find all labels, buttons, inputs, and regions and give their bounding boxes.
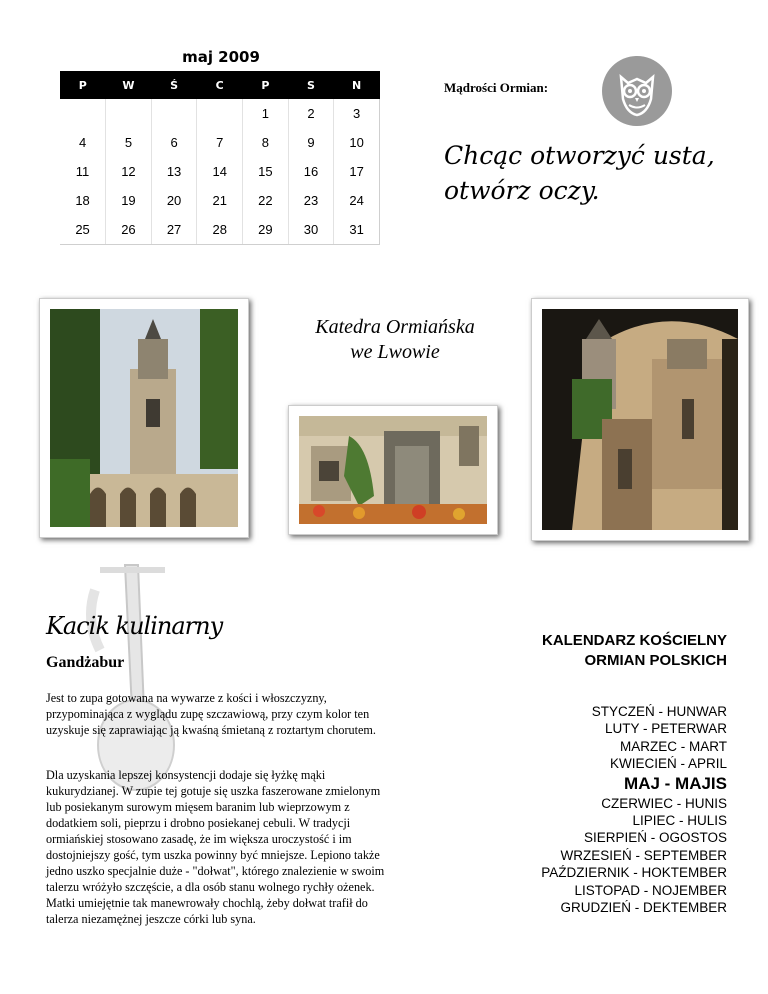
calendar-day-cell: 31 bbox=[334, 215, 380, 245]
calendar-day-cell: 13 bbox=[151, 157, 197, 186]
calendar-day-cell: 3 bbox=[334, 99, 380, 128]
calendar-week-row bbox=[60, 157, 380, 186]
wisdom-quote bbox=[444, 138, 744, 208]
weekday-header: N bbox=[334, 71, 380, 99]
calendar-day-cell: 26 bbox=[106, 215, 152, 245]
calendar-day-cell: 7 bbox=[197, 128, 243, 157]
calendar-day-cell: 18 bbox=[60, 186, 106, 215]
month-item: LUTY - PETERWAR bbox=[604, 721, 727, 737]
calendar-day-cell: 9 bbox=[288, 128, 334, 157]
calendar-day-cell: 4 bbox=[60, 128, 106, 157]
church-calendar-title-line: KALENDARZ KOŚCIELNY bbox=[541, 632, 727, 649]
calendar-day-cell: 15 bbox=[243, 157, 289, 186]
ladle-icon bbox=[70, 560, 190, 800]
calendar-day-cell bbox=[197, 99, 243, 128]
month-item: CZERWIEC - HUNIS bbox=[601, 795, 727, 811]
calendar-day-cell: 5 bbox=[106, 128, 152, 157]
month-item: STYCZEŃ - HUNWAR bbox=[591, 704, 727, 719]
calendar-day-cell: 20 bbox=[151, 186, 197, 215]
photo-caption bbox=[280, 315, 510, 365]
calendar-day-cell: 24 bbox=[334, 186, 380, 215]
month-names-list bbox=[470, 703, 727, 916]
quote-line: otwórz oczy. bbox=[444, 176, 600, 205]
calendar-day-cell: 22 bbox=[243, 186, 289, 215]
month-item: SIERPIEŃ - OGOSTOS bbox=[583, 830, 727, 846]
quote-line: Chcąc otworzyć usta, bbox=[444, 141, 715, 170]
calendar-day-cell bbox=[151, 99, 197, 128]
calendar-day-cell: 27 bbox=[151, 215, 197, 245]
month-calendar bbox=[60, 71, 380, 245]
calendar-day-cell: 16 bbox=[288, 157, 334, 186]
calendar-week-row bbox=[60, 215, 380, 245]
caption-line: Katedra Ormiańska bbox=[315, 316, 475, 338]
calendar-week-row bbox=[60, 128, 380, 157]
church-calendar-title bbox=[470, 631, 727, 671]
cathedral-tower-photo bbox=[39, 298, 249, 538]
calendar-day-cell bbox=[60, 99, 106, 128]
owl-icon bbox=[601, 55, 673, 127]
recipe-paragraph: Jest to zupa gotowana na wywarze z kości i włoszczyzny, przypominająca z wyglądu zupę szczawiową, przy czym kolor ten uzyskuje się zaprawiając ją kwaśną śmietaną z roztartym chorutem. bbox=[46, 691, 376, 737]
calendar-day-cell: 11 bbox=[60, 157, 106, 186]
month-item: MARZEC - MART bbox=[620, 738, 727, 754]
caption-line: we Lwowie bbox=[350, 341, 440, 363]
weekday-header: S bbox=[288, 71, 334, 99]
calendar-day-cell: 1 bbox=[243, 99, 289, 128]
calendar-day-cell: 25 bbox=[60, 215, 106, 245]
calendar-day-cell: 2 bbox=[288, 99, 334, 128]
month-item: WRZESIEŃ - SEPTEMBER bbox=[560, 847, 727, 863]
calendar-day-cell: 14 bbox=[197, 157, 243, 186]
calendar-day-cell: 10 bbox=[334, 128, 380, 157]
calendar-day-cell: 30 bbox=[288, 215, 334, 245]
calendar-week-row bbox=[60, 186, 380, 215]
month-item: PAŹDZIERNIK - HOKTEMBER bbox=[541, 865, 727, 881]
church-calendar-title-line: ORMIAN POLSKICH bbox=[584, 652, 727, 669]
calendar-day-cell: 17 bbox=[334, 157, 380, 186]
calendar-day-cell: 29 bbox=[243, 215, 289, 245]
kitchen-section-title: Kacik kulinarny bbox=[46, 612, 223, 640]
calendar-day-cell bbox=[106, 99, 152, 128]
weekday-header: C bbox=[197, 71, 243, 99]
month-item: KWIECIEŃ - APRIL bbox=[609, 756, 727, 772]
month-item: LIPIEC - HULIS bbox=[632, 813, 727, 829]
recipe-paragraph: Dla uzyskania lepszej konsystencji dodaje się łyżkę mąki kukurydzianej. W zupie tej gotuje się uszka faszerowane zmielonym lub posiekanym surowym mięsem baranim lub wieprzowym z dodatkiem soli, pieprzu i drobno posiekanej cebuli. W tradycji ormiańskiej stosowano zasadę, że im większa uroczystość i im dostojniejszy gość, tym uszka powinny być mniejsze. Lepiono także jedno uszko specjalnie duże - "dołwat", którego znalezienie w swoim talerzu wróżyło szczęście, a dla osób stanu wolnego rychły ożenek. Matki umiejętnie tak manewrowały chochlą, żeby dołwat trafił do talerza niezamężnej jeszcze córki lub syna. bbox=[46, 768, 385, 926]
calendar-title: maj 2009 bbox=[182, 48, 260, 66]
cathedral-courtyard-photo bbox=[531, 298, 749, 541]
calendar-day-cell: 8 bbox=[243, 128, 289, 157]
calendar-day-cell: 28 bbox=[197, 215, 243, 245]
calendar-day-cell: 6 bbox=[151, 128, 197, 157]
wisdom-label: Mądrości Ormian: bbox=[444, 80, 549, 95]
weekday-header: P bbox=[243, 71, 289, 99]
calendar-week-row bbox=[60, 99, 380, 128]
weekday-header: W bbox=[106, 71, 152, 99]
cathedral-portal-photo bbox=[288, 405, 498, 535]
calendar-weekday-row bbox=[60, 71, 380, 99]
weekday-header: Ś bbox=[151, 71, 197, 99]
calendar-day-cell: 12 bbox=[106, 157, 152, 186]
calendar-day-cell: 21 bbox=[197, 186, 243, 215]
recipe-name: Gandżabur bbox=[46, 654, 125, 671]
month-item: LISTOPAD - NOJEMBER bbox=[574, 882, 727, 898]
month-item-active: MAJ - MAJIS bbox=[624, 773, 727, 793]
calendar-day-cell: 23 bbox=[288, 186, 334, 215]
calendar-day-cell: 19 bbox=[106, 186, 152, 215]
month-item: GRUDZIEŃ - DEKTEMBER bbox=[560, 900, 727, 916]
weekday-header: P bbox=[60, 71, 106, 99]
